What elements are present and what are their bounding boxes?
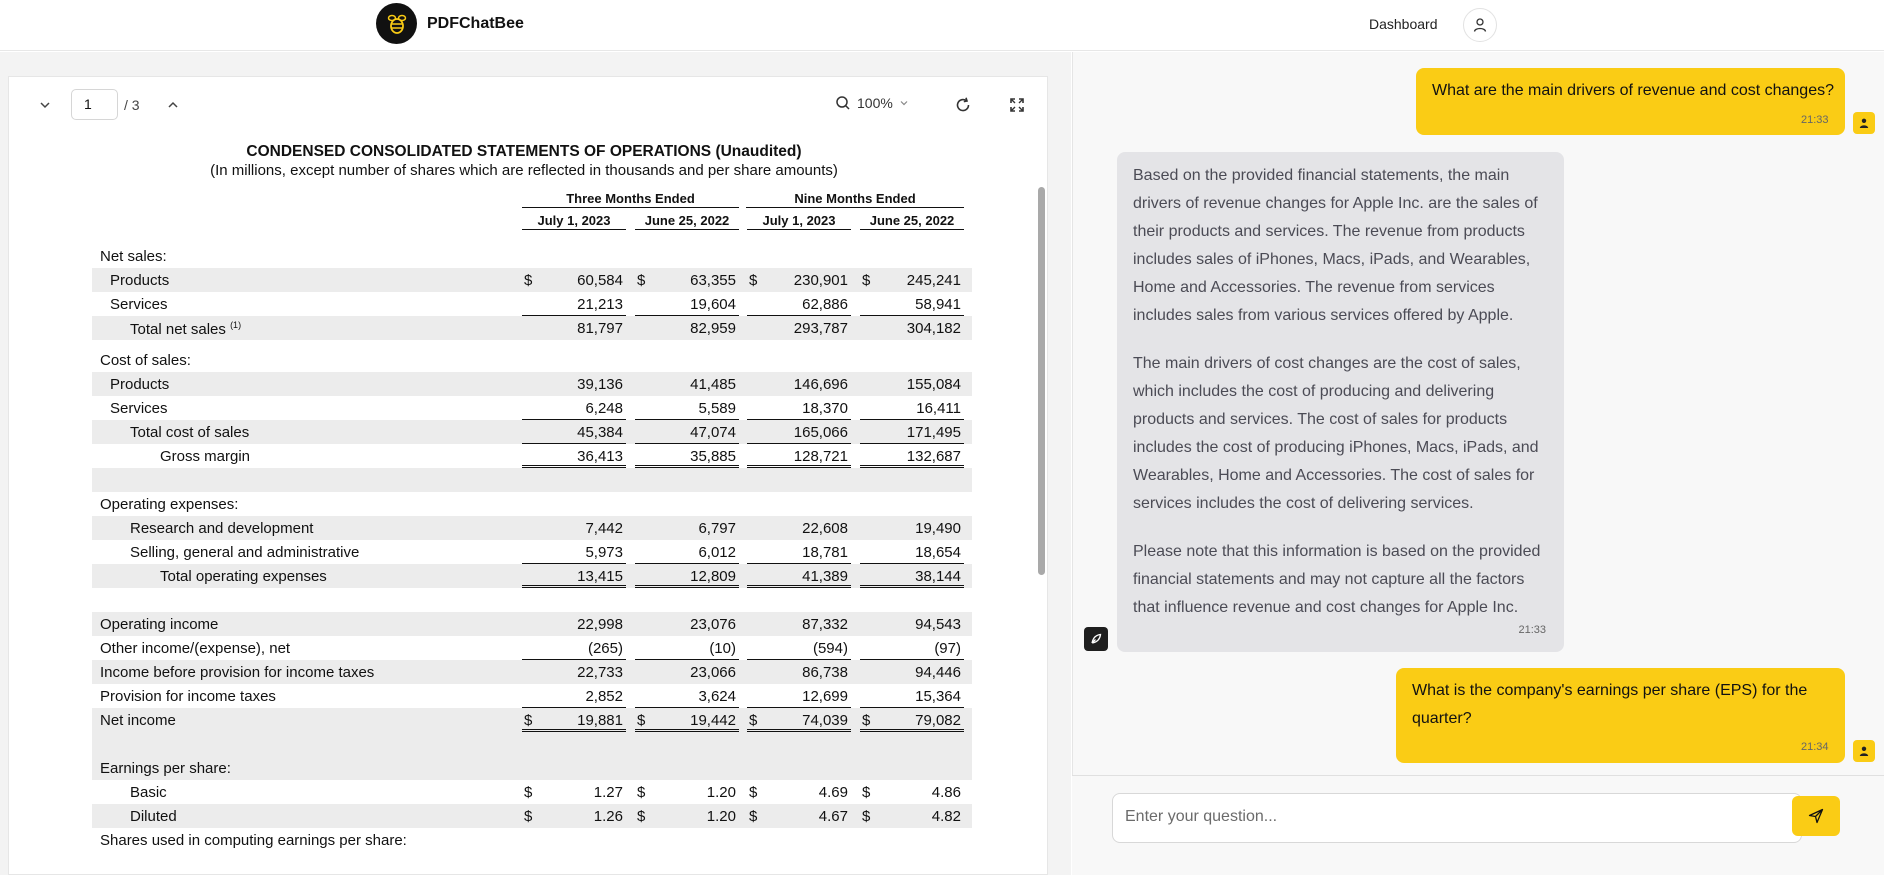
user-avatar-icon: [1853, 740, 1875, 762]
table-cell: 5,973: [522, 544, 626, 564]
table-row: [92, 516, 972, 540]
pdf-viewer-pane: [0, 52, 1071, 875]
table-cell: 4.69: [818, 784, 848, 801]
currency-symbol: $: [749, 712, 758, 729]
bee-logo-icon: [376, 3, 417, 44]
row-label: [100, 352, 191, 369]
table-row: [92, 444, 972, 468]
send-icon: [1808, 808, 1824, 824]
table-cell: 74,039: [747, 712, 851, 732]
table-cell: (594): [747, 640, 851, 660]
table-cell: 22,733: [577, 664, 623, 681]
column-header: June 25, 2022: [635, 213, 739, 230]
table-row: [92, 244, 972, 268]
table-cell: 1.20: [706, 808, 736, 825]
row-label-text: Earnings per share:: [100, 760, 231, 777]
row-label: [100, 248, 167, 265]
dashboard-link[interactable]: Dashboard: [1369, 16, 1438, 32]
row-label: [100, 664, 374, 681]
table-row: [92, 636, 972, 660]
table-row: [92, 684, 972, 708]
top-bar: [0, 0, 1884, 51]
table-cell: 2,852: [522, 688, 626, 708]
user-message-text: What are the main drivers of revenue and cost changes?: [1432, 82, 1834, 99]
table-cell: (265): [522, 640, 626, 660]
currency-symbol: $: [637, 712, 646, 729]
currency-symbol: $: [524, 784, 533, 801]
table-cell: 18,781: [747, 544, 851, 564]
table-cell: 45,384: [522, 424, 626, 444]
table-row: [92, 612, 972, 636]
row-label-text: Basic: [130, 784, 167, 801]
pdf-toolbar: [9, 77, 1048, 133]
table-cell: 6,012: [635, 544, 739, 564]
table-cell: 58,941: [860, 296, 964, 316]
table-cell: 60,584: [577, 272, 623, 289]
chevron-down-icon: [38, 98, 52, 112]
currency-symbol: $: [862, 784, 871, 801]
row-label-text: Services: [110, 296, 168, 313]
table-cell: 81,797: [577, 320, 623, 337]
currency-symbol: $: [637, 272, 646, 289]
currency-symbol: $: [637, 784, 646, 801]
table-cell: 19,442: [635, 712, 739, 732]
row-label-text: Other income/(expense), net: [100, 640, 291, 657]
assistant-paragraph: Based on the provided financial statements, the main drivers of revenue changes for Apple Inc. are the sales of their products and services. The revenue from products includes sales of iPhones, Macs, iPads, and Wearables, Home and Accessories. The revenue from services includes sales from various services offered by Apple.: [1133, 167, 1538, 324]
table-row: [92, 316, 972, 340]
table-cell: 293,787: [793, 320, 848, 337]
table-cell: 1.27: [593, 784, 623, 801]
row-label: [130, 808, 177, 825]
table-cell: 155,084: [906, 376, 961, 393]
table-row: [92, 492, 972, 516]
table-cell: 1.26: [593, 808, 623, 825]
page-total: / 3: [124, 97, 140, 113]
assistant-paragraph: The main drivers of cost changes are the cost of sales, which includes the cost of producing and delivering products and services. The cost of sales for products includes the cost of producing iPhones, Macs, iPads, and Wearables, Home and Accessories. The cost of sales for services includes the cost of delivering services.: [1133, 355, 1539, 512]
fullscreen-button[interactable]: [1005, 93, 1029, 117]
user-icon: [1472, 17, 1488, 33]
user-message: [1416, 68, 1845, 135]
row-label-text: Shares used in computing earnings per share:: [100, 832, 407, 849]
table-cell: 3,624: [635, 688, 739, 708]
table-cell: 6,797: [698, 520, 736, 537]
table-cell: 4.86: [931, 784, 961, 801]
table-cell: 18,370: [747, 400, 851, 420]
table-cell: 22,608: [802, 520, 848, 537]
table-cell: 5,589: [635, 400, 739, 420]
table-cell: 4.82: [931, 808, 961, 825]
table-cell: 19,604: [635, 296, 739, 316]
message-time: 21:33: [1518, 624, 1546, 636]
zoom-dropdown[interactable]: [835, 95, 909, 111]
row-label-text: Products: [110, 376, 170, 393]
row-label: [100, 832, 407, 849]
user-message: [1396, 668, 1845, 763]
statement-subtitle: (In millions, except number of shares which are reflected in thousands and per share amounts): [210, 162, 838, 179]
table-cell: 94,446: [915, 664, 961, 681]
column-header: June 25, 2022: [860, 213, 964, 230]
row-label: [100, 688, 276, 705]
app-name: PDFChatBee: [427, 14, 524, 32]
row-label-text: Total operating expenses: [160, 568, 327, 585]
table-cell: 128,721: [747, 448, 851, 468]
row-label-text: Research and development: [130, 520, 314, 537]
table-cell: 13,415: [522, 568, 626, 588]
footnote-marker: (1): [230, 320, 242, 330]
table-cell: 171,495: [860, 424, 964, 444]
currency-symbol: $: [749, 784, 758, 801]
row-label-text: Diluted: [130, 808, 177, 825]
brand[interactable]: [376, 3, 524, 44]
send-button[interactable]: [1792, 796, 1840, 836]
row-label-text: Operating expenses:: [100, 496, 239, 513]
expand-icon: [1009, 97, 1025, 113]
table-cell: 4.67: [818, 808, 848, 825]
row-label: [110, 272, 169, 289]
table-cell: 36,413: [522, 448, 626, 468]
table-row: [92, 828, 972, 852]
table-cell: 21,213: [522, 296, 626, 316]
table-cell: 165,066: [747, 424, 851, 444]
table-cell: 19,490: [915, 520, 961, 537]
currency-symbol: $: [637, 808, 646, 825]
row-label-text: Selling, general and administrative: [130, 544, 360, 561]
user-message-text: What is the company's earnings per share (EPS) for the quarter?: [1412, 682, 1808, 727]
row-label-text: Gross margin: [160, 448, 251, 465]
table-cell: 41,389: [747, 568, 851, 588]
table-cell: 38,144: [860, 568, 964, 588]
row-label: [130, 320, 241, 338]
table-cell: 86,738: [802, 664, 848, 681]
table-row: [92, 756, 972, 780]
rotate-icon: [954, 96, 972, 114]
row-label: [160, 448, 250, 465]
row-label-text: Services: [110, 400, 168, 417]
table-row: [92, 660, 972, 684]
table-cell: 245,241: [906, 272, 961, 289]
row-label-text: Provision for income taxes: [100, 688, 276, 705]
chevron-up-icon: [166, 98, 180, 112]
table-cell: 22,998: [577, 616, 623, 633]
table-spacer: [92, 732, 972, 756]
currency-symbol: $: [749, 808, 758, 825]
table-cell: 23,076: [690, 616, 736, 633]
row-label-text: Operating income: [100, 616, 219, 633]
table-cell: 12,699: [747, 688, 851, 708]
row-label-text: Total cost of sales: [130, 424, 250, 441]
row-label-text: Cost of sales:: [100, 352, 191, 369]
table-row: [92, 540, 972, 564]
row-label-text: Income before provision for income taxes: [100, 664, 375, 681]
table-row: [92, 708, 972, 732]
table-cell: 63,355: [690, 272, 736, 289]
table-row: [92, 268, 972, 292]
question-input-placeholder: Enter your question...: [1125, 808, 1278, 825]
currency-symbol: $: [862, 808, 871, 825]
row-label: [130, 424, 249, 441]
table-cell: 15,364: [860, 688, 964, 708]
row-label-text: Net income: [100, 712, 176, 729]
table-cell: 12,809: [635, 568, 739, 588]
assistant-avatar-icon: [1084, 627, 1108, 651]
table-row: [92, 780, 972, 804]
row-label: [130, 544, 359, 561]
row-label: [110, 296, 168, 313]
row-label: [100, 640, 290, 657]
table-cell: 1.20: [706, 784, 736, 801]
assistant-paragraph: Please note that this information is based on the provided financial statements and may not capture all the factors that influence revenue and cost changes for Apple Inc.: [1133, 543, 1541, 616]
group-header-nine-months: Nine Months Ended: [746, 191, 964, 208]
table-cell: 87,332: [802, 616, 848, 633]
table-cell: 304,182: [906, 320, 961, 337]
table-cell: 94,543: [915, 616, 961, 633]
column-header: July 1, 2023: [522, 213, 626, 230]
row-label-text: Products: [110, 272, 170, 289]
group-header-three-months: Three Months Ended: [522, 191, 739, 208]
table-row: [92, 804, 972, 828]
table-cell: 6,248: [522, 400, 626, 420]
rotate-button[interactable]: [951, 93, 975, 117]
currency-symbol: $: [524, 272, 533, 289]
table-cell: 62,886: [747, 296, 851, 316]
table-cell: 47,074: [635, 424, 739, 444]
chevron-down-icon: [899, 98, 909, 108]
row-label: [100, 616, 218, 633]
table-row: [92, 420, 972, 444]
table-row: [92, 396, 972, 420]
row-label: [110, 400, 168, 417]
table-row: [92, 564, 972, 588]
pdf-viewer: [8, 76, 1048, 875]
table-cell: 35,885: [635, 448, 739, 468]
table-cell: 132,687: [860, 448, 964, 468]
row-label: [100, 712, 176, 729]
row-label: [130, 784, 167, 801]
pdf-scrollbar[interactable]: [1038, 187, 1045, 575]
currency-symbol: $: [862, 712, 871, 729]
table-cell: 41,485: [690, 376, 736, 393]
user-menu-button[interactable]: [1463, 8, 1497, 42]
table-row: [92, 372, 972, 396]
table-cell: 230,901: [793, 272, 848, 289]
row-label: [110, 376, 169, 393]
table-cell: 79,082: [860, 712, 964, 732]
table-row: [92, 348, 972, 372]
table-cell: 18,654: [860, 544, 964, 564]
row-label-text: Total net sales: [130, 321, 226, 338]
table-row: [92, 292, 972, 316]
table-cell: 19,881: [522, 712, 626, 732]
table-spacer: [92, 468, 972, 492]
table-cell: 146,696: [793, 376, 848, 393]
table-cell: 7,442: [585, 520, 623, 537]
table-cell: 16,411: [860, 400, 964, 420]
currency-symbol: $: [524, 712, 533, 729]
table-cell: 23,066: [690, 664, 736, 681]
zoom-level: 100%: [857, 95, 893, 111]
row-label: [130, 520, 313, 537]
currency-symbol: $: [524, 808, 533, 825]
table-cell: (97): [860, 640, 964, 660]
assistant-message: [1117, 152, 1564, 652]
currency-symbol: $: [862, 272, 871, 289]
currency-symbol: $: [749, 272, 758, 289]
statement-title: CONDENSED CONSOLIDATED STATEMENTS OF OPERATIONS (Unaudited): [246, 143, 802, 160]
table-cell: 82,959: [690, 320, 736, 337]
search-icon: [835, 95, 851, 111]
prev-page-button[interactable]: [161, 93, 185, 117]
row-label: [100, 760, 231, 777]
row-label-text: Net sales:: [100, 248, 167, 265]
row-label: [100, 496, 238, 513]
table-cell: 39,136: [577, 376, 623, 393]
column-header: July 1, 2023: [747, 213, 851, 230]
message-time: 21:34: [1801, 741, 1829, 753]
page-number-input[interactable]: 1: [71, 89, 118, 120]
user-avatar-icon: [1853, 112, 1875, 134]
row-label: [160, 568, 327, 585]
next-page-button[interactable]: [33, 93, 57, 117]
message-time: 21:33: [1801, 114, 1829, 126]
table-cell: (10): [635, 640, 739, 660]
